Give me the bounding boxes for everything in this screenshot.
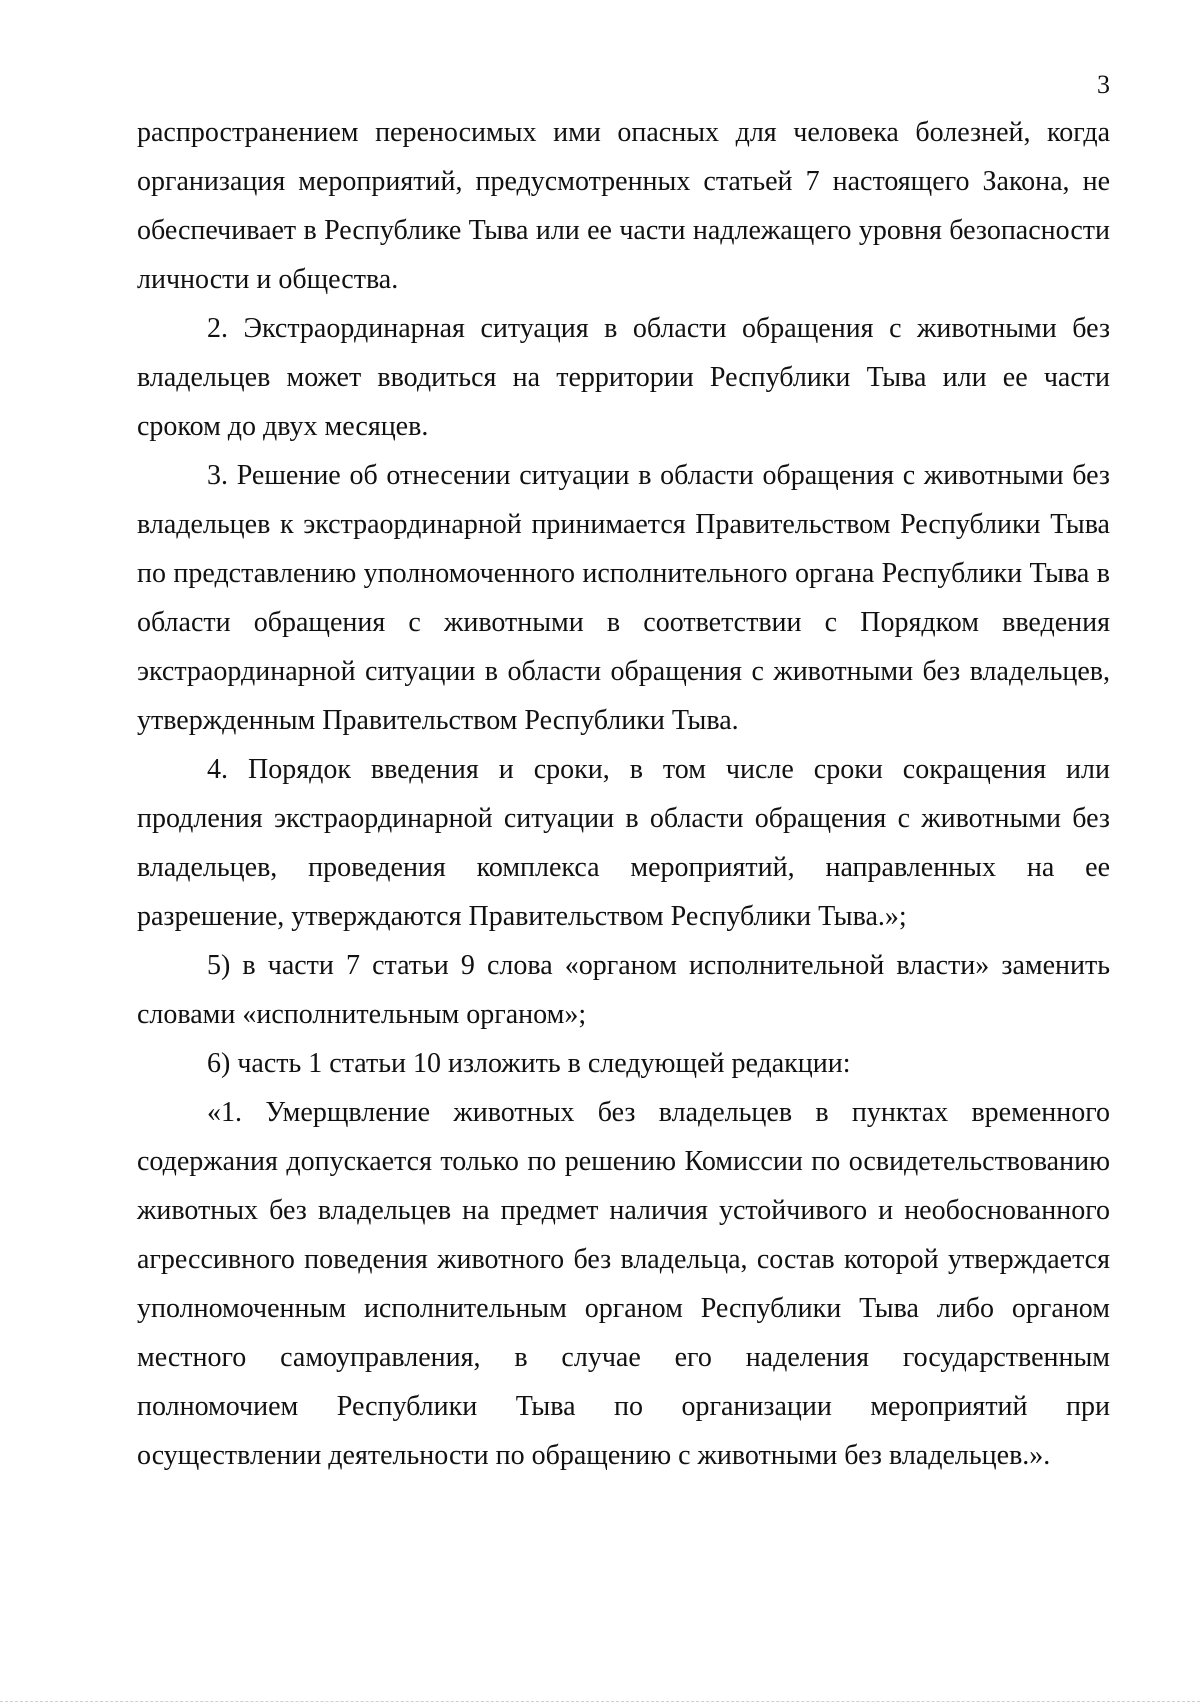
paragraph-new-wording: «1. Умерщвление животных без владельцев в пунктах временного содержания допускается только по решению Комиссии по освидетельствованию животных без владельцев на предмет наличия устойчивого и необоснованного агрессивного поведения животного без владельца, состав которой утверждается уполномоченным исполнительным органом Республики Тыва либо органом местного самоуправления, в случае его наделения государственным полномочием Республики Тыва по организации мероприятий при осуществлении деятельности по обращению с животными без владельцев.». [137,1097,1110,1471]
paragraph-item-2: 2. Экстраординарная ситуация в области обращения с животными без владельцев может вводиться на территории Республики Тыва или ее части сроком до двух месяцев. [137,313,1110,442]
paragraph-amendment-6: 6) часть 1 статьи 10 изложить в следующей редакции: [207,1048,851,1079]
document-body [137,108,1110,1480]
paragraph-item-3: 3. Решение об отнесении ситуации в области обращения с животными без владельцев к экстраординарной принимается Правительством Республики Тыва по представлению уполномоченного исполнительного органа Республики Тыва в области обращения с животными в соответствии с Порядком введения экстраординарной ситуации в области обращения с животными без владельцев, утвержденным Правительством Республики Тыва. [137,460,1110,736]
paragraph-item-4: 4. Порядок введения и сроки, в том числе сроки сокращения или продления экстраординарной ситуации в области обращения с животными без владельцев, проведения комплекса мероприятий, направленных на ее разрешение, утверждаются Правительством Республики Тыва.»; [137,754,1110,932]
page-number: 3 [1097,70,1110,99]
scan-edge-line [0,1701,1200,1702]
paragraph-continuation: распространением переносимых ими опасных для человека болезней, когда организация мероприятий, предусмотренных статьей 7 настоящего Закона, не обеспечивает в Республике Тыва или ее части надлежащего уровня безопасности личности и общества. [137,117,1110,295]
paragraph-amendment-5: 5) в части 7 статьи 9 слова «органом исполнительной власти» заменить словами «исполнительным органом»; [137,950,1110,1030]
